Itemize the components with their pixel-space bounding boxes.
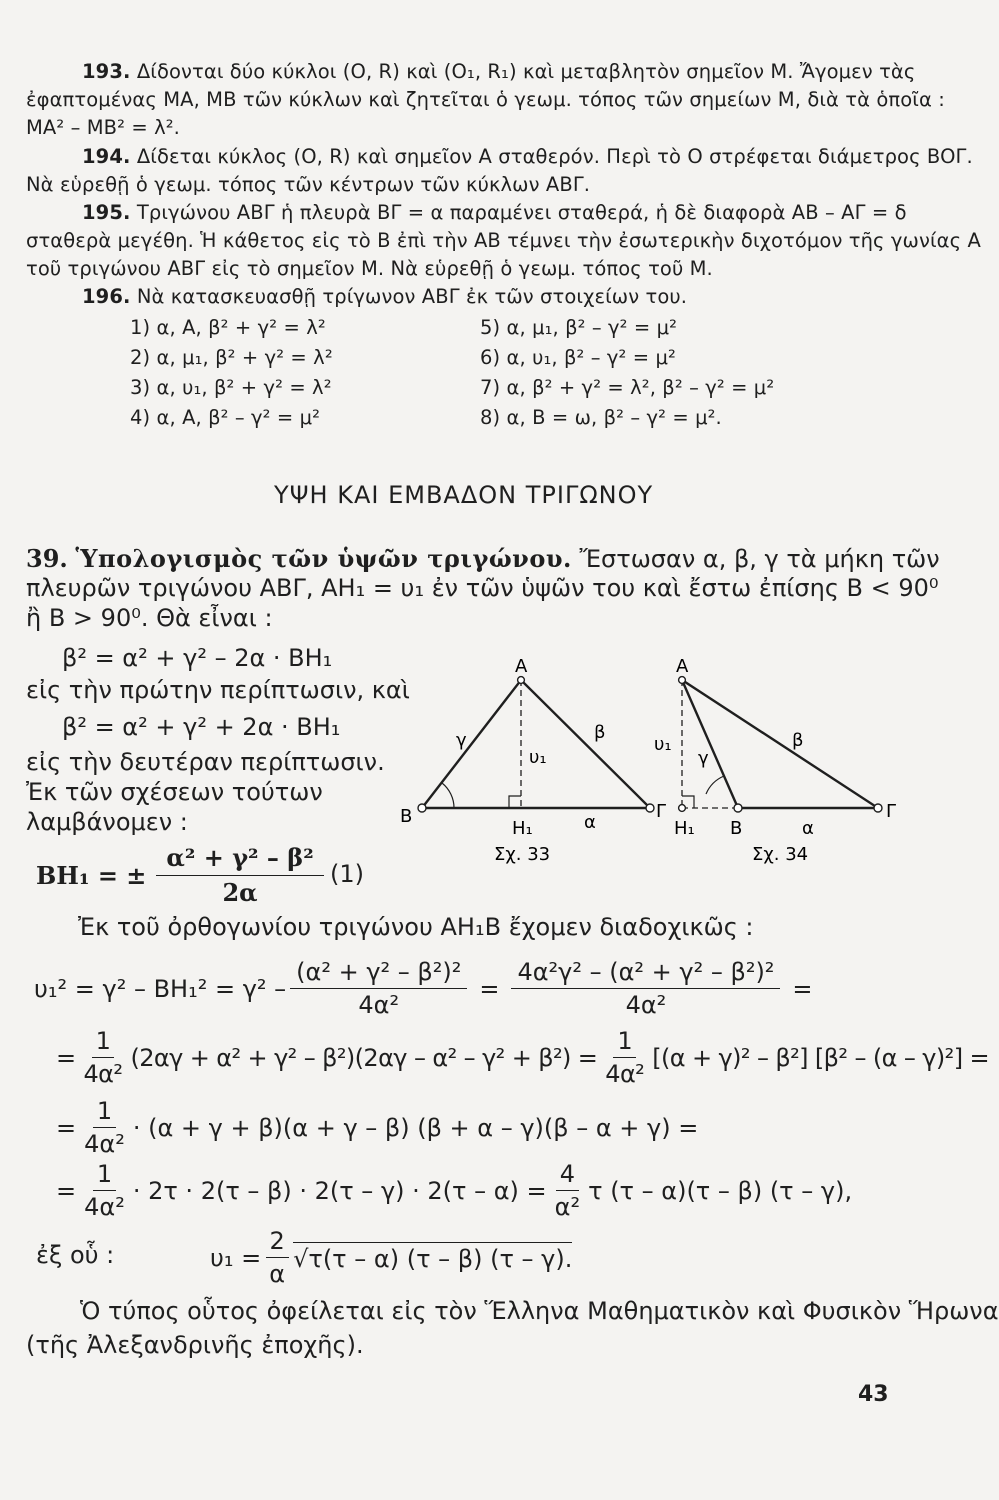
problem-text: Τριγώνου ABΓ ἡ πλευρὰ BΓ = α παραμένει σταθερά, ἡ δὲ διαφορὰ AB – AΓ = δ <box>136 201 907 224</box>
equals-sign: = <box>792 974 813 1003</box>
equation-numerator: α² + γ² – β² <box>156 843 323 876</box>
problem-196-item-8: 8) α, B = ω, β² – γ² = μ². <box>480 406 722 429</box>
problem-196-item-1: 1) α, A, β² + γ² = λ² <box>130 316 326 339</box>
problem-text: Δίδεται κύκλος (O, R) καὶ σημεῖον A σταθερόν. Περὶ τὸ O στρέφεται διάμετρος BOΓ. <box>136 145 973 168</box>
s39-line-3: ἢ B > 90⁰. Θὰ εἶναι : <box>26 604 273 632</box>
formula-root: √τ(τ – α) (τ – β) (τ – γ). <box>293 1242 572 1273</box>
fraction-numerator: (α² + γ² – β²)² <box>290 958 467 989</box>
derivation-text: · (α + γ + β)(α + γ – β) (β + α – γ)(β – α + γ) = <box>132 1113 699 1142</box>
equation-2: β² = α² + γ² + 2α · BH₁ <box>62 713 341 741</box>
s39-line-5: εἰς τὴν δευτέραν περίπτωσιν. <box>26 748 385 776</box>
problem-195-line-3: τοῦ τριγώνου ABΓ εἰς τὸ σημεῖον M. Νὰ εὑρεθῇ ὁ γεωμ. τόπος τοῦ M. <box>26 257 713 280</box>
fig34-label-side-c: γ <box>698 748 709 769</box>
fig34-caption: Σχ. 34 <box>752 844 809 865</box>
derivation-line-2 <box>56 1027 989 1088</box>
fraction-numerator: 2 <box>266 1227 289 1258</box>
problem-196-item-2: 2) α, μ₁, β² + γ² = λ² <box>130 346 333 369</box>
fig34-label-height: υ₁ <box>654 734 672 755</box>
derivation-line-4 <box>56 1160 852 1221</box>
fraction-denominator: 4α² <box>83 1060 123 1088</box>
closing-line-1: Ὁ τύπος οὗτος ὀφείλεται εἰς τὸν Ἕλληνα Μαθηματικὸν καὶ Φυσικὸν Ἥρωνα <box>80 1297 999 1325</box>
problem-text: Νὰ κατασκευασθῇ τρίγωνον ABΓ ἐκ τῶν στοιχείων του. <box>136 285 688 308</box>
fraction-numerator: 1 <box>92 1027 115 1058</box>
problem-196-line-1 <box>82 285 687 308</box>
derivation-line-3 <box>56 1097 698 1158</box>
equals-sign: = <box>56 1043 76 1072</box>
page-number: 43 <box>858 1382 889 1407</box>
problem-196-item-3: 3) α, υ₁, β² + γ² = λ² <box>130 376 332 399</box>
problem-number: 196. <box>82 285 131 308</box>
fig34-label-b: B <box>730 818 743 839</box>
s39-line-1 <box>26 544 940 573</box>
derivation-line-1 <box>34 958 813 1019</box>
equals-sign: = <box>56 1113 77 1142</box>
fig33-label-side-c: γ <box>456 730 467 751</box>
figure-33 <box>398 652 688 870</box>
fig33-label-height: υ₁ <box>529 747 547 768</box>
fraction-denominator: 4α² <box>605 1060 645 1088</box>
closing-line-2: (τῆς Ἀλεξανδρινῆς ἐποχῆς). <box>26 1331 364 1359</box>
fraction-denominator: 4α² <box>84 1130 125 1158</box>
fraction-numerator: 1 <box>613 1027 636 1058</box>
section-title: ΥΨΗ ΚΑΙ ΕΜΒΑΔΟΝ ΤΡΙΓΩΝΟΥ <box>274 481 654 509</box>
derivation-intro: Ἐκ τοῦ ὀρθογωνίου τριγώνου AH₁B ἔχομεν διαδοχικῶς : <box>78 913 754 941</box>
fig33-label-side-a: α <box>584 812 596 833</box>
heron-formula <box>210 1227 572 1288</box>
figure-34 <box>654 652 918 870</box>
problem-number: 195. <box>82 201 131 224</box>
problem-195-line-1 <box>82 201 907 224</box>
s39-line-2: πλευρῶν τριγώνου ABΓ, AH₁ = υ₁ ἐν τῶν ὑψῶν του καὶ ἔστω ἐπίσης B < 90⁰ <box>26 574 939 602</box>
problem-196-item-5: 5) α, μ₁, β² – γ² = μ² <box>480 316 678 339</box>
fraction-denominator: α <box>269 1260 286 1288</box>
fraction-numerator: 1 <box>93 1160 116 1191</box>
problem-number: 194. <box>82 145 131 168</box>
s39-line-4: εἰς τὴν πρώτην περίπτωσιν, καὶ <box>26 676 410 704</box>
s39-line-7: λαμβάνομεν : <box>26 808 188 836</box>
formula-lhs: υ₁ = <box>210 1243 262 1272</box>
fig33-label-b: B <box>400 806 413 827</box>
problem-194-line-2: Νὰ εὑρεθῇ ὁ γεωμ. τόπος τῶν κέντρων τῶν κύκλων ABΓ. <box>26 173 591 196</box>
problem-text: Δίδονται δύο κύκλοι (O, R) καὶ (O₁, R₁) καὶ μεταβλητὸν σημεῖον M. Ἄγομεν τὰς <box>136 60 916 83</box>
fraction-denominator: α² <box>554 1193 581 1221</box>
fig34-label-side-a: α <box>802 818 814 839</box>
s39-text: Ἔστωσαν α, β, γ τὰ μήκη τῶν <box>579 545 940 573</box>
problem-193-line-2: ἐφαπτομένας MA, MB τῶν κύκλων καὶ ζητεῖται ὁ γεωμ. τόπος τῶν σημείων M, διὰ τὰ ὁποῖα : <box>26 88 945 111</box>
problem-196-item-6: 6) α, υ₁, β² – γ² = μ² <box>480 346 676 369</box>
fraction-numerator: 4 <box>556 1160 579 1191</box>
problem-196-item-4: 4) α, A, β² – γ² = μ² <box>130 406 321 429</box>
derivation-text: τ (τ – α)(τ – β) (τ – γ), <box>588 1176 853 1205</box>
equals-sign: = <box>479 974 500 1003</box>
section-heading: Ὑπολογισμὸς τῶν ὑψῶν τριγώνου. <box>75 544 572 573</box>
fig34-label-h: H₁ <box>674 818 695 839</box>
fig33-label-side-b: β <box>594 722 606 743</box>
fig33-caption: Σχ. 33 <box>494 844 551 865</box>
problem-193-line-3: MA² – MB² = λ². <box>26 116 180 139</box>
fraction-numerator: 1 <box>93 1097 116 1128</box>
fig33-label-h: H₁ <box>512 818 533 839</box>
equation-tag: (1) <box>330 860 364 888</box>
problem-193-line-1 <box>82 60 915 83</box>
equation-denominator: 2α <box>222 878 258 907</box>
equation-1: β² = α² + γ² – 2α · BH₁ <box>62 644 333 672</box>
s39-line-6: Ἐκ τῶν σχέσεων τούτων <box>26 778 323 806</box>
problem-number: 193. <box>82 60 131 83</box>
final-lead: ἐξ οὗ : <box>36 1241 115 1269</box>
problem-195-line-2: σταθερὰ μεγέθη. Ἡ κάθετος εἰς τὸ B ἐπὶ τὴν AB τέμνει τὴν ἐσωτερικὴν διχοτόμον τῆς γωνίας A <box>26 229 981 252</box>
fig34-label-g: Γ <box>886 801 897 822</box>
fraction-denominator: 4α² <box>358 991 400 1019</box>
fig34-label-side-b: β <box>792 730 804 751</box>
section-number: 39. <box>26 544 68 573</box>
fraction-denominator: 4α² <box>84 1193 125 1221</box>
derivation-text: · 2τ · 2(τ – β) · 2(τ – γ) · 2(τ – α) = <box>132 1176 547 1205</box>
problem-196-item-7: 7) α, β² + γ² = λ², β² – γ² = μ² <box>480 376 775 399</box>
equation-lhs: BH₁ = ± <box>36 860 147 890</box>
fraction-denominator: 4α² <box>625 991 667 1019</box>
problem-194-line-1 <box>82 145 973 168</box>
fig33-label-a-vertex: A <box>515 656 528 677</box>
derivation-text: (2αγ + α² + γ² – β²)(2αγ – α² – γ² + β²) = <box>130 1043 598 1072</box>
derivation-text: [(α + γ)² – β²] [β² – (α – γ)²] = <box>652 1043 989 1072</box>
equals-sign: = <box>56 1176 77 1205</box>
fraction-numerator: 4α²γ² – (α² + γ² – β²)² <box>511 958 780 989</box>
fig34-label-a-vertex: A <box>676 656 689 677</box>
equation-bh1 <box>36 843 328 907</box>
derivation-lhs: υ₁² = γ² – BH₁² = γ² – <box>34 974 287 1003</box>
fig33-label-g: Γ <box>656 801 667 822</box>
